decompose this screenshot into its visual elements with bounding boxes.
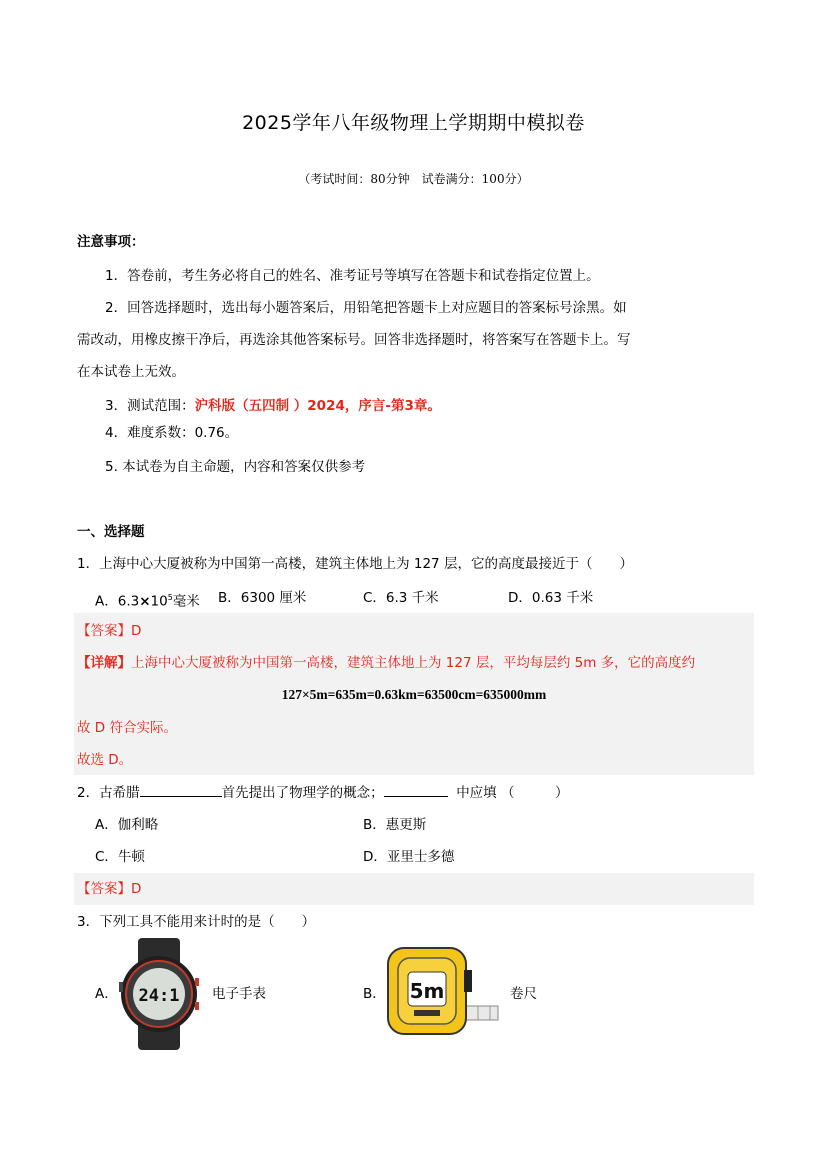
tape-measure-image: [386, 946, 500, 1038]
answer-panel-2: [74, 873, 754, 905]
option-a-exponent: 5: [167, 593, 173, 602]
question-3-stem: 3．下列工具不能用来计时的是（ ）: [77, 914, 316, 930]
question-1-conclusion: 故 D 符合实际。: [77, 720, 177, 736]
question-3-option-b-label: 卷尺: [510, 986, 537, 1002]
note-item-2-line-3: 在本试卷上无效。: [77, 364, 185, 380]
note-item-2-line-2: 需改动，用橡皮擦干净后，再选涂其他答案标号。回答非选择题时，将答案写在答题卡上。写: [77, 332, 631, 348]
question-2-stem-c: 中应填 （ ）: [456, 785, 569, 801]
note-item-3-prefix: 3．测试范围：: [105, 398, 195, 414]
question-3-option-a: A．: [95, 986, 118, 1002]
question-2-stem-a: 2．古希腊: [77, 785, 140, 801]
question-2-stem-b: 首先提出了物理学的概念；: [221, 785, 384, 801]
question-2-option-b: B．惠更斯: [363, 817, 427, 833]
question-2-answer: 【答案】D: [77, 881, 142, 897]
question-1-choice: 故选 D。: [77, 752, 133, 768]
test-scope: 沪科版（五四制 ）2024，序言-第3章: [194, 398, 428, 414]
question-1-option-b: B．6300 厘米: [218, 590, 307, 606]
question-1-option-d: D．0.63 千米: [508, 590, 594, 606]
answer-blank-2: [384, 782, 448, 797]
option-a-number: A．6.3: [95, 593, 140, 610]
question-2-option-d: D．亚里士多德: [363, 849, 455, 865]
exam-info: （考试时间：80分钟 试卷满分：100分）: [298, 172, 529, 186]
note-item-3-suffix: 。: [427, 398, 441, 414]
question-1-stem: 1．上海中心大厦被称为中国第一高楼，建筑主体地上为 127 层，它的高度最接近于（ ）: [77, 556, 633, 572]
note-item-4: 4．难度系数：0.76。: [105, 425, 239, 441]
question-3-option-a-label: 电子手表: [212, 986, 266, 1002]
note-item-1: 1．答卷前，考生务必将自己的姓名、准考证号等填写在答题卡和试卷指定位置上。: [105, 268, 600, 284]
note-item-2-line-1: 2．回答选择题时，选出每小题答案后，用铅笔把答题卡上对应题目的答案标号涂黑。如: [105, 300, 627, 316]
option-a-unit: 毫米: [172, 593, 200, 610]
detail-label: 【详解】: [77, 655, 131, 671]
notes-heading: 注意事项：: [77, 234, 145, 250]
question-3-option-b: B．: [363, 986, 386, 1002]
question-2-stem: [77, 782, 568, 802]
watch-display: 24:1: [138, 986, 180, 1006]
note-item-5: 5. 本试卷为自主命题，内容和答案仅供参考: [105, 459, 366, 475]
note-item-3: [105, 397, 441, 415]
question-1-option-a: [95, 589, 200, 611]
calculation-formula: 127×5m=635m=0.63km=63500cm=635000mm: [281, 687, 547, 702]
option-a-base: 10: [150, 593, 168, 610]
times-sign: ×: [139, 593, 151, 610]
detail-text: 上海中心大厦被称为中国第一高楼，建筑主体地上为 127 层，平均每层约 5m 多，它的高度约: [131, 655, 696, 671]
question-2-option-c: C．牛顿: [95, 849, 145, 865]
page-title: 2025学年八年级物理上学期期中模拟卷: [242, 112, 585, 134]
digital-watch-image: [118, 938, 200, 1050]
tape-display: 5m: [409, 979, 445, 1003]
question-1-detail: [77, 654, 695, 672]
question-1-option-c: C．6.3 千米: [363, 590, 439, 606]
question-1-answer: 【答案】D: [77, 623, 142, 639]
section-heading: 一、选择题: [77, 524, 145, 540]
question-2-option-a: A．伽利略: [95, 817, 159, 833]
answer-blank-1: [140, 782, 222, 797]
